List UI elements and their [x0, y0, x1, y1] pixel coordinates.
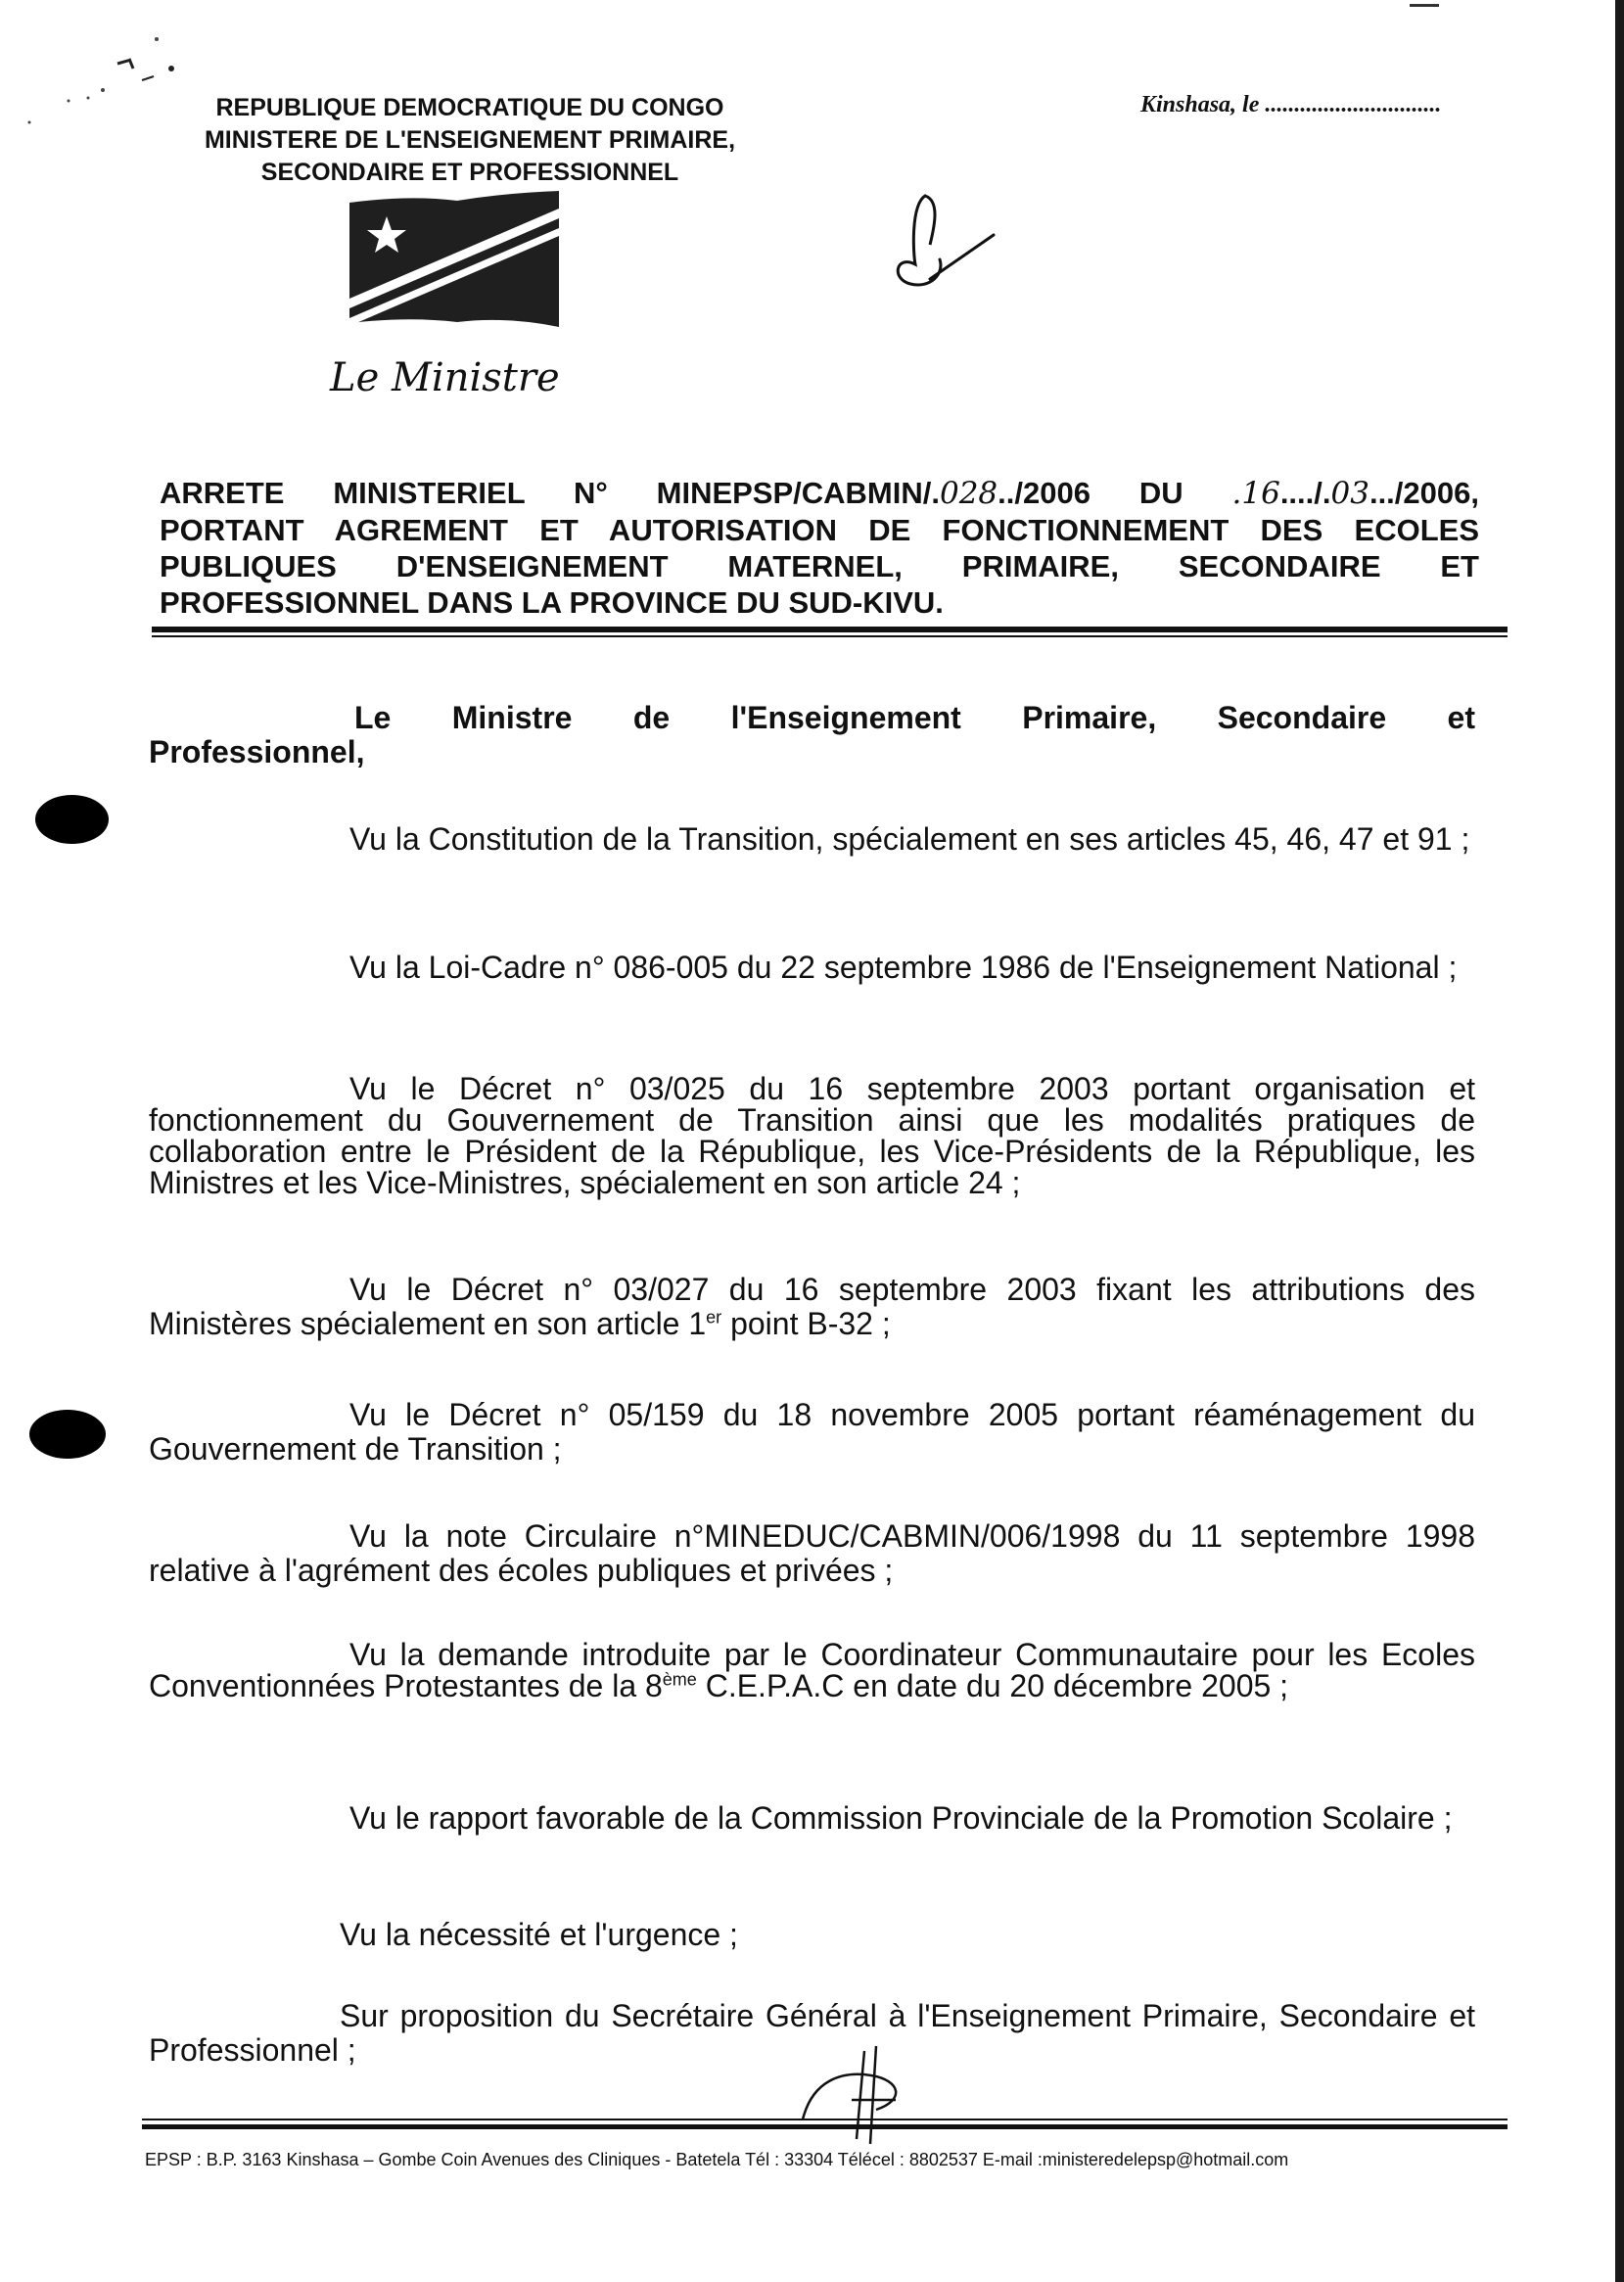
country-name: REPUBLIQUE DEMOCRATIQUE DU CONGO: [215, 94, 724, 121]
considerant-text: Vu la nécessité et l'urgence ;: [340, 1917, 738, 1952]
handwritten-initial: [886, 186, 998, 313]
initials-signature: [798, 2041, 945, 2149]
decree-date-year: /2006,: [1394, 476, 1479, 510]
considerant-paragraph: [149, 951, 1475, 985]
considerant-text: Vu la Constitution de la Transition, spécialement en ses articles 45, 46, 47 et 91 ;: [349, 821, 1470, 857]
considerant-text: Vu la note Circulaire n°MINEDUC/CABMIN/006/1998 du 11 septembre 1998 relative à l'agrément des écoles publiques et privées ;: [149, 1518, 1475, 1588]
signatory-title: Le Ministre: [330, 355, 560, 400]
considerant-text: Vu le Décret n° 03/027 du 16 septembre 2003 fixant les attributions des Ministères spécialement en son article 1: [149, 1272, 1475, 1341]
decree-date-slash: /.: [1314, 476, 1331, 510]
ministry-name-line2: SECONDAIRE ET PROFESSIONNEL: [260, 159, 679, 186]
considerant-paragraph: [149, 1639, 1475, 1701]
drc-flag-icon: [349, 191, 559, 327]
considerant-paragraph: [149, 1273, 1475, 1341]
considerant-text: Sur proposition du Secrétaire Général à l'Enseignement Primaire, Secondaire et Professionnel ;: [149, 1998, 1475, 2068]
considerant-text: Vu la demande introduite par le Coordinateur Communautaire pour les Ecoles Conventionnées Protestantes de la 8: [149, 1637, 1475, 1703]
punch-hole: [35, 795, 109, 844]
intro-line-2: Professionnel,: [149, 734, 365, 769]
decree-month-dots: ...: [1369, 476, 1395, 510]
title-line-4: PROFESSIONNEL DANS LA PROVINCE DU SUD-KIVU.: [160, 585, 944, 620]
punch-hole: [29, 1410, 106, 1459]
place-date: Kinshasa, le ..............................: [1140, 92, 1442, 117]
decree-title: [160, 475, 1479, 621]
title-line-2: PORTANT AGREMENT ET AUTORISATION DE FONCTIONNEMENT DES ECOLES: [160, 513, 1479, 547]
decree-ref-prefix: ARRETE MINISTERIEL N° MINEPSP/CABMIN/.: [160, 476, 940, 510]
considerant-text-end: point B-32 ;: [721, 1306, 891, 1341]
considerant-paragraph: [149, 1918, 1475, 1952]
superscript-er: er: [706, 1307, 722, 1327]
considerant-text: Vu le Décret n° 05/159 du 18 novembre 2005 portant réaménagement du Gouvernement de Transition ;: [149, 1397, 1475, 1467]
considerant-text-end: C.E.P.A.C en date du 20 décembre 2005 ;: [696, 1668, 1289, 1703]
footer-rule: [142, 2119, 1508, 2129]
ministry-header: [147, 92, 793, 189]
decree-month-handwritten: 03: [1330, 476, 1369, 511]
considerant-paragraph: [149, 1398, 1475, 1467]
considerant-paragraph: [149, 1801, 1475, 1836]
ministry-name-line1: MINISTERE DE L'ENSEIGNEMENT PRIMAIRE,: [204, 126, 736, 154]
considerant-text: Vu le Décret n° 03/025 du 16 septembre 2003 portant organisation et fonctionnement du Gouvernement de Transition ainsi que les modalités pratiques de collaboration entre le Président de la République, les Vice-Présidents de la République, les Ministres et les Vice-Ministres, spécialement en son article 24 ;: [149, 1071, 1475, 1200]
decree-number-handwritten: 028: [939, 476, 998, 511]
considerant-paragraph: [149, 822, 1475, 857]
considerant-text: Vu la Loi-Cadre n° 086-005 du 22 septembre 1986 de l'Enseignement National ;: [349, 950, 1458, 985]
title-underline: [152, 627, 1508, 637]
title-line-1: [160, 475, 1479, 512]
decree-ref-dots: ..: [998, 476, 1015, 510]
footer-contact: EPSP : B.P. 3163 Kinshasa – Gombe Coin Avenues des Cliniques - Batetela Tél : 33304 Télécel : 8802537 E-mail :ministeredelepsp@hotmail.com: [145, 2150, 1289, 2169]
superscript-eme: ème: [662, 1669, 697, 1690]
decree-day-dots: ....: [1279, 476, 1315, 510]
decree-ref-year: /2006 DU: [1014, 476, 1232, 510]
considerant-paragraph: [149, 1519, 1475, 1588]
scan-edge: [1615, 0, 1624, 2282]
corner-mark: [1410, 4, 1439, 7]
considerant-paragraph: [149, 1073, 1475, 1198]
intro-paragraph: [149, 701, 1475, 769]
title-line-3: PUBLIQUES D'ENSEIGNEMENT MATERNEL, PRIMAIRE, SECONDAIRE ET: [160, 549, 1479, 583]
decree-day-handwritten: .16: [1231, 476, 1280, 511]
intro-line-1: Le Ministre de l'Enseignement Primaire, Secondaire et: [354, 700, 1475, 735]
considerant-text: Vu le rapport favorable de la Commission Provinciale de la Promotion Scolaire ;: [349, 1800, 1453, 1836]
